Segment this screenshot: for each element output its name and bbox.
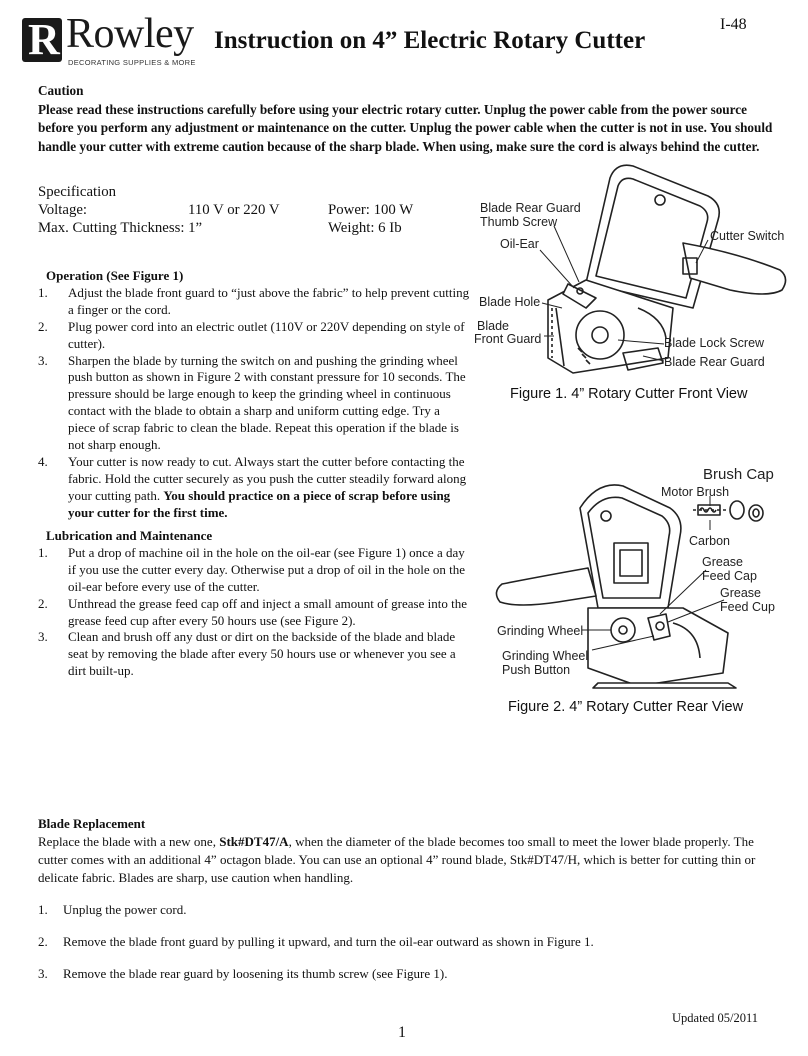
label-grinding-wheel-push-button-2: Push Button — [502, 663, 571, 677]
label-grinding-wheel: Grinding Wheel — [497, 624, 584, 638]
label-grease-feed-cap-2: Feed Cap — [702, 569, 757, 583]
logo-mark: R — [22, 18, 62, 62]
replacement-heading: Blade Replacement — [38, 816, 146, 831]
operation-step: 2. Plug power cord into an electric outlet (110V or 220V depending on style of cutter). — [38, 318, 465, 351]
label-cutter-switch: Cutter Switch — [710, 229, 785, 243]
figure-1-caption: Figure 1. 4” Rotary Cutter Front View — [510, 386, 748, 402]
label-carbon: Carbon — [689, 534, 730, 548]
lubrication-step: 2. Unthread the grease feed cap off and inject a small amount of grease into the grease feed cup after every 50 hours use (see Figure 2). — [38, 595, 467, 628]
replacement-step: 3. Remove the blade rear guard by loosening its thumb screw (see Figure 1). — [38, 966, 448, 981]
blade-replacement-section — [38, 815, 778, 983]
label-grease-feed-cup-2: Feed Cup — [720, 600, 775, 614]
replacement-text: Replace the blade with a new one, Stk#DT47/A, when the diameter of the blade becomes too small to meet the lower blade properly. The cutter comes with an additional 4” octagon blade. You can use an optional 4” round blade, Stk#DT47/H, which is better for cutting thin or delicate fabric. Blades are sharp, use caution when handling. — [38, 834, 756, 885]
operation-step: 1. Adjust the blade front guard to “just above the fabric” to help prevent cutting a finger or the cord. — [38, 284, 470, 317]
label-grease-feed-cap-1: Grease — [702, 555, 743, 569]
operation-heading: Operation (See Figure 1) — [46, 268, 184, 283]
spec-voltage-label: Voltage: — [38, 202, 88, 218]
logo-brand: Rowley — [66, 11, 194, 57]
lubrication-heading: Lubrication and Maintenance — [46, 528, 213, 543]
spec-weight: Weight: 6 Ib — [328, 220, 402, 236]
operation-step: 3. Sharpen the blade by turning the switch on and pushing the grinding wheel push button as shown in Figure 2 with constant pressure for 10 seconds. The pressure should be large enough to keep the grinding wheel in continuous contact with the blade to obtain a sharp and uniform cutting edge. Try a piece of scrap fabric to clean the blade. Repeat this operation if the blade is not sharp enough. — [38, 352, 466, 453]
figure-2-caption: Figure 2. 4” Rotary Cutter Rear View — [508, 699, 744, 715]
page-number: 1 — [398, 1024, 406, 1041]
label-blade-front-guard-2: Front Guard — [474, 332, 542, 346]
updated-date: Updated 05/2011 — [672, 1011, 758, 1025]
stock-number: Stk#DT47/A — [219, 834, 289, 849]
spec-voltage-value: 110 V or 220 V — [188, 202, 280, 218]
document-code: I-48 — [720, 16, 747, 33]
figure-1-front-view — [468, 158, 798, 408]
label-blade-front-guard-1: Blade — [477, 319, 509, 333]
caution-heading: Caution — [38, 83, 84, 98]
figure-2-rear-view — [488, 458, 798, 720]
lubrication-step: 3. Clean and brush off any dust or dirt on the backside of the blade and blade seat by removing the blade after every 50 hours use or whenever you see a dirt built-up. — [38, 629, 456, 679]
label-rear-guard-thumb-screw-2: Thumb Screw — [480, 215, 558, 229]
logo-tagline: DECORATING SUPPLIES & MORE — [68, 58, 196, 67]
spec-heading: Specification — [38, 184, 117, 200]
label-oil-ear: Oil-Ear — [500, 237, 539, 251]
caution-section — [38, 82, 776, 156]
label-motor-brush: Motor Brush — [661, 485, 730, 499]
label-blade-hole: Blade Hole — [479, 295, 541, 309]
label-grease-feed-cup-1: Grease — [720, 586, 761, 600]
replacement-step: 2. Remove the blade front guard by pulling it upward, and turn the oil-ear outward as shown in Figure 1. — [38, 934, 594, 949]
operation-section — [38, 268, 470, 522]
lubrication-step: 1. Put a drop of machine oil in the hole on the oil-ear (see Figure 1) once a day if you use the cutter every day. Otherwise put a drop of oil in the hole on the oil-ear before every use of the cutter. — [38, 544, 465, 594]
specification-section — [38, 183, 468, 237]
rowley-logo — [22, 11, 198, 67]
spec-thickness: Max. Cutting Thickness: 1” — [38, 220, 203, 236]
operation-step: 4. Your cutter is now ready to cut. Always start the cutter before contacting the fabric. Hold the cutter securely as you push the cutter steadily forward along your cutting path. You should practice on a piece of scrap before using your cutter for the first time. — [38, 453, 467, 520]
practice-warning: You should practice on a piece of scrap before using your cutter for the first time. — [68, 487, 451, 520]
label-blade-lock-screw: Blade Lock Screw — [664, 336, 765, 350]
label-blade-rear-guard: Blade Rear Guard — [664, 355, 765, 369]
label-brush-cap: Brush Cap — [703, 466, 774, 483]
lubrication-section — [38, 528, 470, 680]
spec-power: Power: 100 W — [328, 202, 414, 218]
label-rear-guard-thumb-screw-1: Blade Rear Guard — [480, 201, 581, 215]
caution-text: Please read these instructions carefully before using your electric rotary cutter. Unplug the power cable from the power source before you perform any adjustment or maintenance on the cutter. Unplug the power cable when the cutter is not in use. You should handle your cutter with extreme caution because of the sharp blade. When using, make sure the cord is always behind the cutter. — [38, 101, 773, 154]
label-grinding-wheel-push-button-1: Grinding Wheel — [502, 649, 589, 663]
replacement-step: 1. Unplug the power cord. — [38, 902, 187, 917]
page-title: Instruction on 4” Electric Rotary Cutter — [214, 27, 646, 54]
